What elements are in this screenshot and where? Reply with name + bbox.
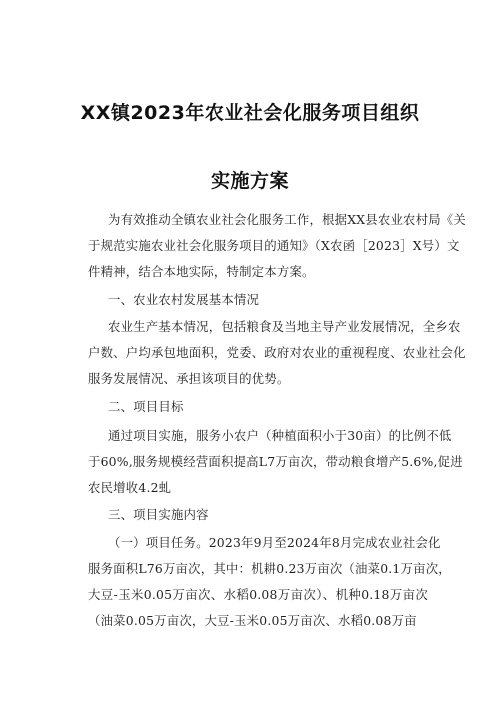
- section2-line-2: 于60%,服务规模经营面积提高L7万亩次，带动粮食增产5.6%,促进: [88, 454, 463, 469]
- intro-line-2: 于规范实施农业社会化服务项目的通知》（X农函［2023］X号）文: [88, 238, 460, 253]
- section2-line-3: 农民增收4.2虬: [88, 480, 172, 495]
- section3-line-2: 服务面积L76万亩次，其中：机耕0.23万亩次（油菜0.1万亩次，: [88, 561, 451, 576]
- section3-line-4: （油菜0.05万亩次，大豆-玉米0.05万亩次、水稻0.08万亩: [88, 613, 417, 628]
- section1-line-3: 服务发展情况、承担该项目的优势。: [88, 371, 290, 386]
- section3-line-3: 大豆-玉米0.05万亩次、水稻0.08万亩次）、机种0.18万亩次: [88, 587, 428, 602]
- intro-line-1: 为有效推动全镇农业社会化服务工作，根据XX县农业农村局《关: [108, 212, 466, 227]
- section-heading-1: 一、农业农村发展基本情况: [108, 292, 260, 307]
- section1-line-1: 农业生产基本情况，包括粮食及当地主导产业发展情况，全乡农: [108, 319, 461, 334]
- section-heading-2: 二、项目目标: [108, 399, 184, 414]
- intro-line-3: 件精神，结合本地实际，特制定本方案。: [88, 264, 315, 279]
- section2-line-1: 通过项目实施，服务小农户（种植面积小于30亩）的比例不低: [108, 428, 452, 443]
- section1-line-2: 户数、户均承包地面积，党委、政府对农业的重视程度、农业社会化: [88, 345, 466, 360]
- document-title-line-1: XX镇2023年农业社会化服务项目组织: [80, 102, 420, 124]
- section3-line-1: （一）项目任务。2023年9月至2024年8月完成农业社会化: [108, 535, 441, 550]
- document-title-line-2: 实施方案: [210, 170, 289, 192]
- section-heading-3: 三、项目实施内容: [108, 507, 209, 522]
